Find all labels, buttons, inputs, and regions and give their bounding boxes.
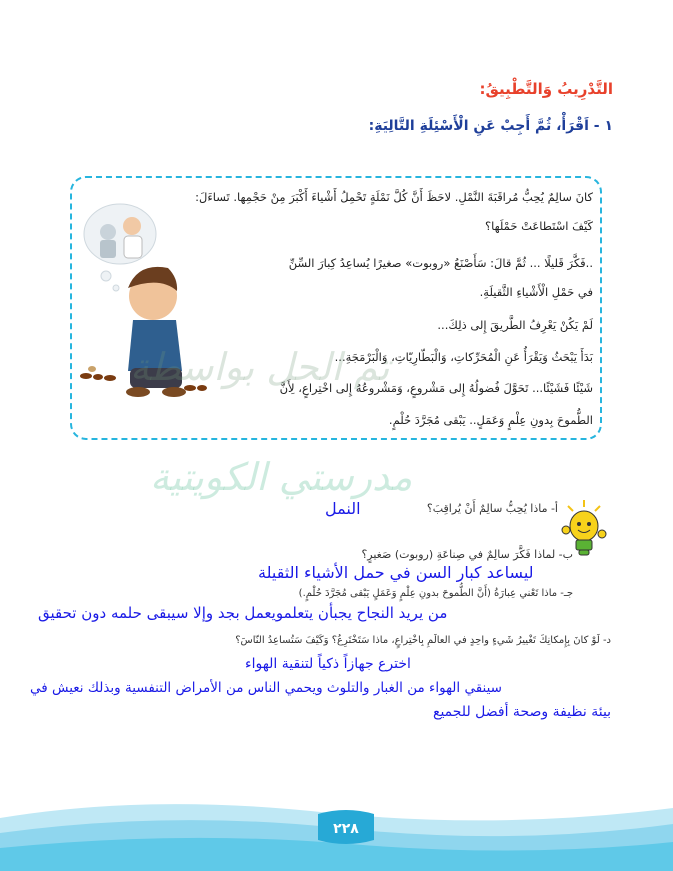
story-line: كَيْفَ اسْتَطاعَتْ حَمْلَها؟ — [484, 219, 593, 233]
story-line: بَدَأَ يَبْحَثُ وَيَقْرَأُ عَنِ الْمُحَرِّكاتِ، وَالْبَطّارِيّاتِ، وَالْبَرْمَجَةِ... — [334, 350, 593, 364]
story-line: كانَ سالِمٌ يُحِبُّ مُراقَبَةَ النَّمْلِ. لاحَظَ أَنَّ كُلَّ نَمْلَةٍ تَحْمِلُ أَشْياءَ أَكْبَرَ مِنْ حَجْمِها. تَساءَلَ: — [195, 190, 593, 204]
story-line: ..فَكَّرَ قَليلًا ... ثُمَّ قالَ: سَأَصْنَعُ «روبوت» صغيرًا يُساعِدُ كِبارَ السِّنِّ — [288, 256, 593, 270]
question-b-answer: ليساعد كبار السن في حمل الأشياء الثقيلة — [258, 563, 534, 582]
question-b-label: ب- لماذا فَكَّرَ سالِمٌ في صِناعَةِ (روبوت) صَغيرٍ؟ — [361, 548, 573, 561]
question-d-answer-line: بيئة نظيفة وصحة أفضل للجميع — [433, 704, 612, 720]
story-line: شَيْئًا فَشَيْئًا... تَحَوَّلَ فُضولُهُ إِلى مَشْروعٍ، وَمَشْروعُهُ إِلى اخْتِراعٍ، لِأَنَّ — [279, 381, 593, 395]
question-d-label: د- لَوْ كانَ بِإِمكانِكَ تَغْييرُ شَيءٍ واحِدٍ في العالَمِ بِاخْتِراعٍ، ماذا سَتَخْتَرِعُ؟ وَكَيْفَ سَتُساعِدُ النّاسَ؟ — [235, 635, 611, 646]
page-number: ٢٢٨ — [333, 821, 359, 837]
question-c-answer: من يريد النجاح يجبأن يتعلمويعمل بجد وإلا سيبقى حلمه دون تحقيق — [38, 604, 448, 622]
watermark-text: تم الحل بواسطة — [130, 345, 390, 389]
question-a-label: أ- ماذا يُحِبُّ سالِمٌ أَنْ يُراقِبَ؟ — [426, 502, 558, 515]
question-c-label: جـ- ماذا تَعْني عِبارَةُ (أَنَّ الطُّموحَ بدونِ عِلْمٍ وَعَمَلٍ يَبْقى مُجَرَّدَ حُلْمٍ.) — [298, 588, 573, 599]
section-heading: التَّدْرِيبُ وَالتَّطْبِيقُ: — [479, 80, 613, 98]
story-line: لَمْ يَكُنْ يَعْرِفُ الطَّريقَ إِلى ذلِكَ... — [437, 318, 593, 332]
task-heading: ١ - اَقْرَأْ، ثُمَّ أَجِبْ عَنِ الْأَسْئِلَةِ التَّالِيَةِ: — [368, 118, 613, 134]
story-line: الطُّموحَ بِدونِ عِلْمٍ وَعَمَلٍ.. يَبْقى مُجَرَّدَ حُلْمٍ. — [388, 413, 593, 427]
question-d-answer-line: اخترع جهازاً ذكياً لتنقية الهواء — [245, 656, 411, 672]
story-line: في حَمْلِ الْأَشْياءِ الثَّقيلَةِ. — [479, 285, 593, 299]
watermark-text: مدرستي الكويتية — [150, 455, 413, 499]
question-a-answer: النمل — [325, 499, 361, 518]
question-d-answer-line: سينقي الهواء من الغبار والتلوث ويحمي الناس من الأمراض التنفسية وبذلك نعيش في — [30, 680, 502, 696]
